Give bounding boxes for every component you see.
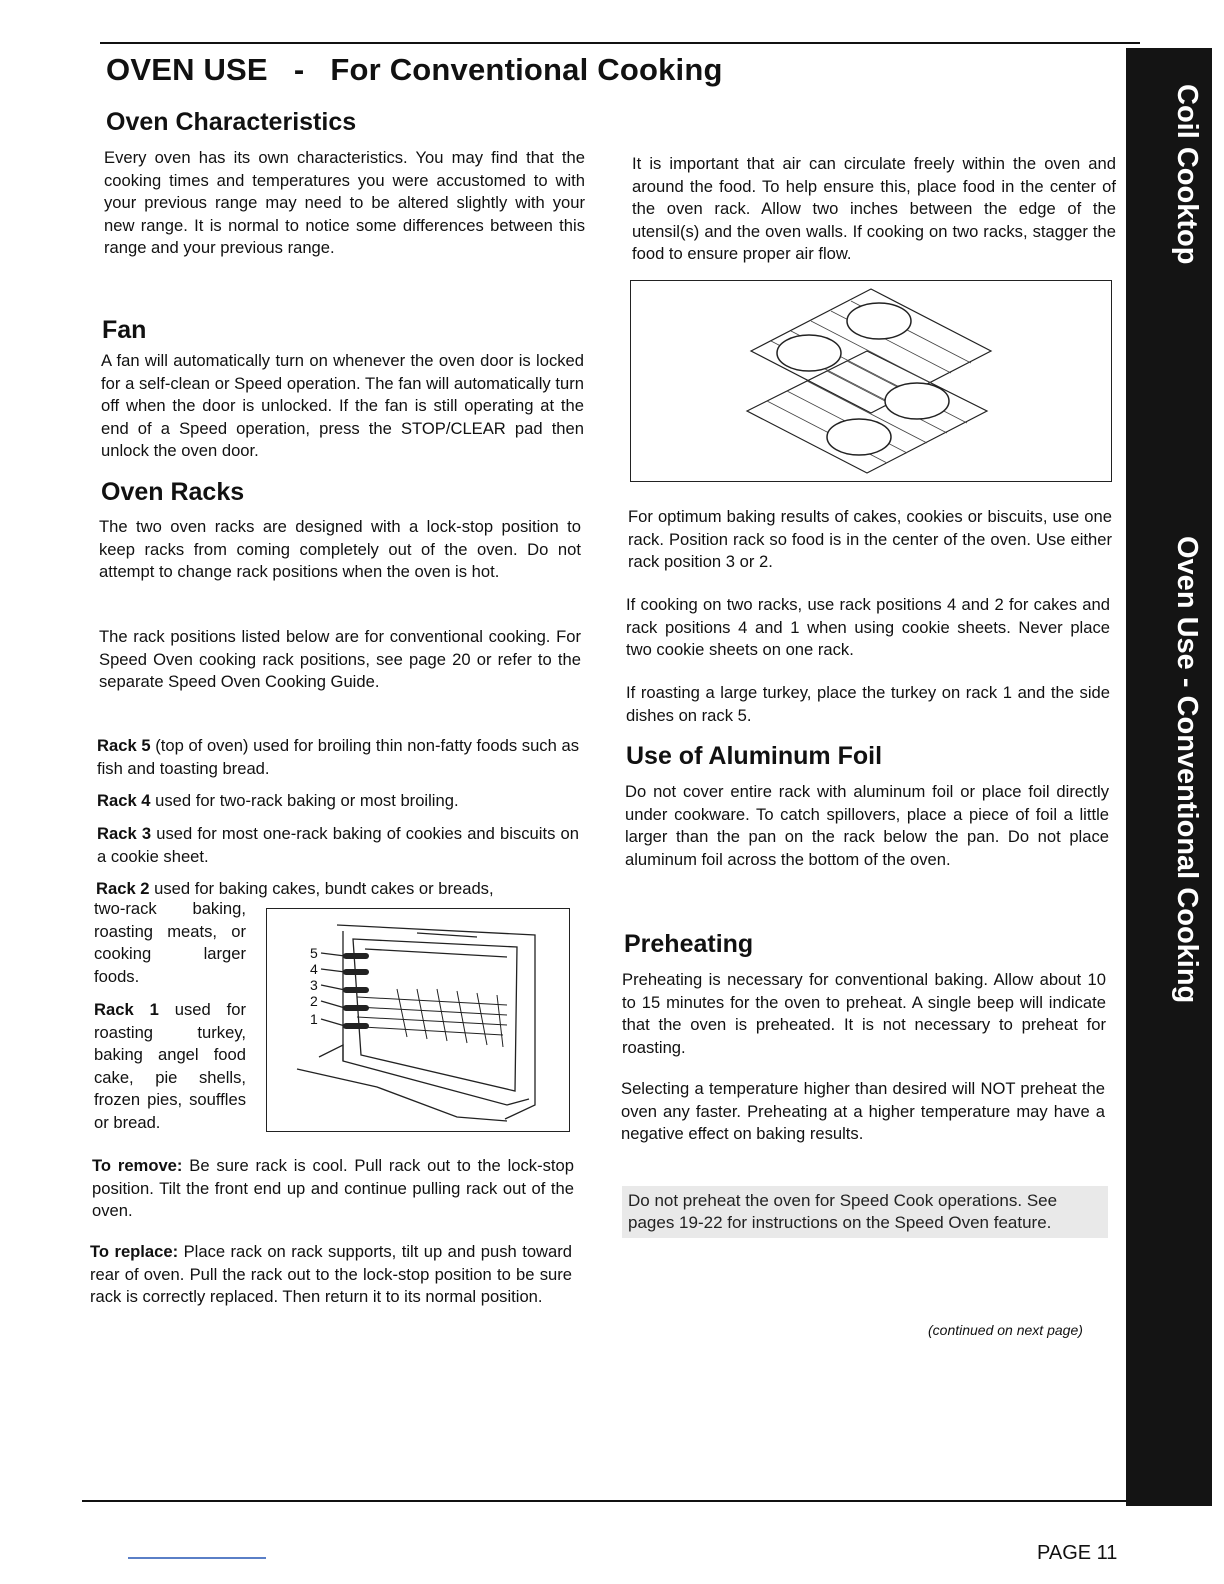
rack3-text: Rack 3 used for most one-rack baking of cookies and biscuits on a cookie sheet. — [97, 824, 579, 866]
heading-aluminum-foil: Use of Aluminum Foil — [626, 742, 883, 770]
characteristics-text: Every oven has its own characteristics. You may find that the cooking times and temperatures you were accustomed to with your previous range may need to be altered slightly with your new range. It is normal to notice some differences between this range and your previous range. — [104, 148, 585, 257]
fan-text: A fan will automatically turn on whenever the oven door is locked for a self-clean or Speed operation. The fan will automatically turn off when the door is unlocked. If the fan is still operating at the end of a Speed operation, press the STOP/CLEAR pad then unlock the oven door. — [101, 351, 584, 460]
rack-number-3: 3 — [310, 977, 318, 993]
remove-text: To remove: Be sure rack is cool. Pull rack out to the lock-stop position. Tilt the front end up and continue pulling rack out of the oven. — [92, 1156, 574, 1220]
rack-number-1: 1 — [310, 1011, 318, 1027]
racks-text-2: The rack positions listed below are for conventional cooking. For Speed Oven cooking rack positions, see page 20 or refer to the separate Speed Oven Cooking Guide. — [99, 627, 581, 691]
sidebar-tab-oven-use: Oven Use - Conventional Cooking — [1171, 536, 1203, 1004]
blue-underline — [128, 1557, 266, 1559]
replace-text: To replace: Place rack on rack supports, tilt up and push toward rear of oven. Pull the rack out to the lock-stop position to be sure rack is correctly replaced. Then return it to its normal position. — [90, 1242, 573, 1306]
speed-cook-note: Do not preheat the oven for Speed Cook operations. See pages 19-22 for instructions on the Speed Oven feature. — [622, 1186, 1108, 1238]
foil-text: Do not cover entire rack with aluminum foil or place foil directly under cookware. To catch spillovers, place a piece of foil a little larger than the pan on the rack below the pan. Do not place aluminum foil across the bottom of the oven. — [625, 782, 1109, 869]
baking-text-1: For optimum baking results of cakes, cookies or biscuits, use one rack. Position rack so food is in the center of the oven. Use either rack position 3 or 2. — [628, 507, 1112, 571]
rack-number-5: 5 — [310, 945, 318, 961]
baking-text-3: If roasting a large turkey, place the turkey on rack 1 and the side dishes on rack 5. — [626, 683, 1110, 725]
rack1-text: Rack 1 used for roasting turkey, baking angel food cake, pie shells, frozen pies, souffles or bread. — [94, 1000, 246, 1132]
airflow-text: It is important that air can circulate freely within the oven and around the food. To help ensure this, place food in the center of the oven rack. Allow two inches between the edge of the utensil(s) and the oven walls. If cooking on two racks, stagger the food to ensure proper air flow. — [632, 154, 1116, 263]
baking-text-2: If cooking on two racks, use rack positions 4 and 2 for cakes and rack positions 4 and 1 when using cookie sheets. Never place two cookie sheets on one rack. — [626, 595, 1110, 659]
oven-rack-diagram — [266, 908, 570, 1132]
page-number: PAGE 11 — [1037, 1542, 1118, 1564]
page-title: OVEN USE - For Conventional Cooking — [106, 52, 723, 87]
rack2-text-cont: two-rack baking, roasting meats, or cooking larger foods. — [94, 899, 246, 986]
staggered-racks-illustration — [631, 281, 1111, 481]
rack-number-2: 2 — [310, 993, 318, 1009]
oven-illustration — [267, 909, 569, 1131]
preheating-text-1: Preheating is necessary for conventional baking. Allow about 10 to 15 minutes for the oven to preheat. A single beep will indicate that the oven is preheated. It is not necessary to preheat for roasting. — [622, 970, 1106, 1057]
rack5-text: Rack 5 (top of oven) used for broiling thin non-fatty foods such as fish and toasting bread. — [97, 736, 580, 778]
two-rack-diagram — [630, 280, 1112, 482]
rack2-text: Rack 2 used for baking cakes, bundt cakes or breads, — [96, 879, 494, 898]
bottom-rule — [82, 1500, 1130, 1502]
continued-note: (continued on next page) — [928, 1322, 1083, 1338]
heading-preheating: Preheating — [624, 930, 754, 958]
heading-oven-characteristics: Oven Characteristics — [106, 108, 357, 136]
heading-fan: Fan — [102, 316, 147, 344]
top-rule — [100, 42, 1140, 44]
preheating-text-2: Selecting a temperature higher than desired will NOT preheat the oven any faster. Preheating at a higher temperature may have a negative effect on baking results. — [621, 1079, 1105, 1143]
racks-text-1: The two oven racks are designed with a lock-stop position to keep racks from coming completely out of the oven. Do not attempt to change rack positions when the oven is hot. — [99, 517, 581, 581]
rack4-text: Rack 4 used for two-rack baking or most broiling. — [97, 791, 459, 810]
rack-number-4: 4 — [310, 961, 318, 977]
sidebar-tab-coil-cooktop: Coil Cooktop — [1171, 84, 1203, 265]
heading-oven-racks: Oven Racks — [101, 478, 245, 506]
